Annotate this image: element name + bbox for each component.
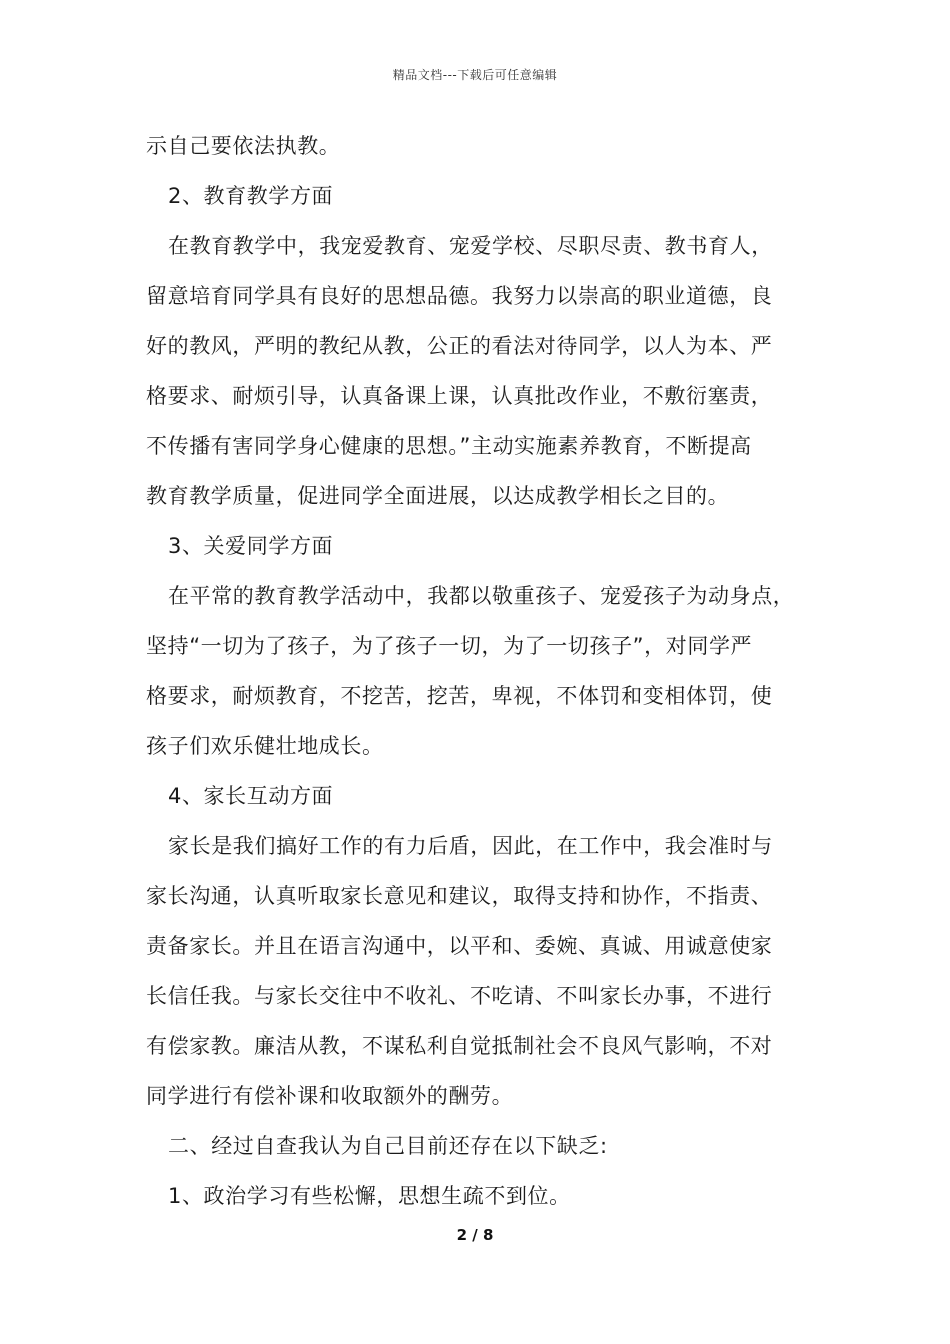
- text-line: 责备家长。并且在语言沟通中，以平和、委婉、真诚、用诚意使家: [146, 934, 773, 958]
- text-line: 家长沟通，认真听取家长意见和建议，取得支持和协作，不指责、: [146, 884, 773, 908]
- text-line: 格要求，耐烦教育，不挖苦，挖苦，卑视，不体罚和变相体罚，使: [146, 684, 773, 708]
- text-line: 教育教学质量，促进同学全面进展，以达成教学相长之目的。: [146, 484, 730, 508]
- text-line: 不传播有害同学身心健康的思想。”主动实施素养教育，不断提高: [146, 434, 752, 458]
- text-line: 孩子们欢乐健壮地成长。: [146, 734, 384, 758]
- section-heading: 4、家长互动方面: [168, 784, 334, 808]
- text-line: 有偿家教。廉洁从教，不谋私利自觉抵制社会不良风气影响，不对: [146, 1034, 773, 1058]
- section-heading: 2、教育教学方面: [168, 184, 334, 208]
- text-line: 留意培育同学具有良好的思想品德。我努力以崇高的职业道德，良: [146, 284, 773, 308]
- text-line: 长信任我。与家长交往中不收礼、不吃请、不叫家长办事，不进行: [146, 984, 773, 1008]
- paragraph-start: 在平常的教育教学活动中，我都以敬重孩子、宠爱孩子为动身点，: [168, 584, 795, 608]
- paragraph-start: 家长是我们搞好工作的有力后盾，因此，在工作中，我会准时与: [168, 834, 773, 858]
- text-line: 好的教风，严明的教纪从教，公正的看法对待同学，以人为本、严: [146, 334, 773, 358]
- list-item: 1、政治学习有些松懈，思想生疏不到位。: [168, 1184, 571, 1208]
- paragraph-start: 在教育教学中，我宠爱教育、宠爱学校、尽职尽责、教书育人，: [168, 234, 773, 258]
- page-number: 2 / 8: [456, 1226, 494, 1244]
- text-line: 坚持“一切为了孩子，为了孩子一切，为了一切孩子”，对同学严: [146, 634, 753, 658]
- section-heading: 3、关爱同学方面: [168, 534, 334, 558]
- page-header: 精品文档---下载后可任意编辑: [392, 68, 558, 82]
- text-line: 示自己要依法执教。: [146, 134, 341, 158]
- text-line: 格要求、耐烦引导，认真备课上课，认真批改作业，不敷衍塞责，: [146, 384, 773, 408]
- text-line: 同学进行有偿补课和收取额外的酬劳。: [146, 1084, 514, 1108]
- section-heading: 二、经过自查我认为自己目前还存在以下缺乏:: [168, 1134, 608, 1158]
- document-body: [146, 127, 816, 1227]
